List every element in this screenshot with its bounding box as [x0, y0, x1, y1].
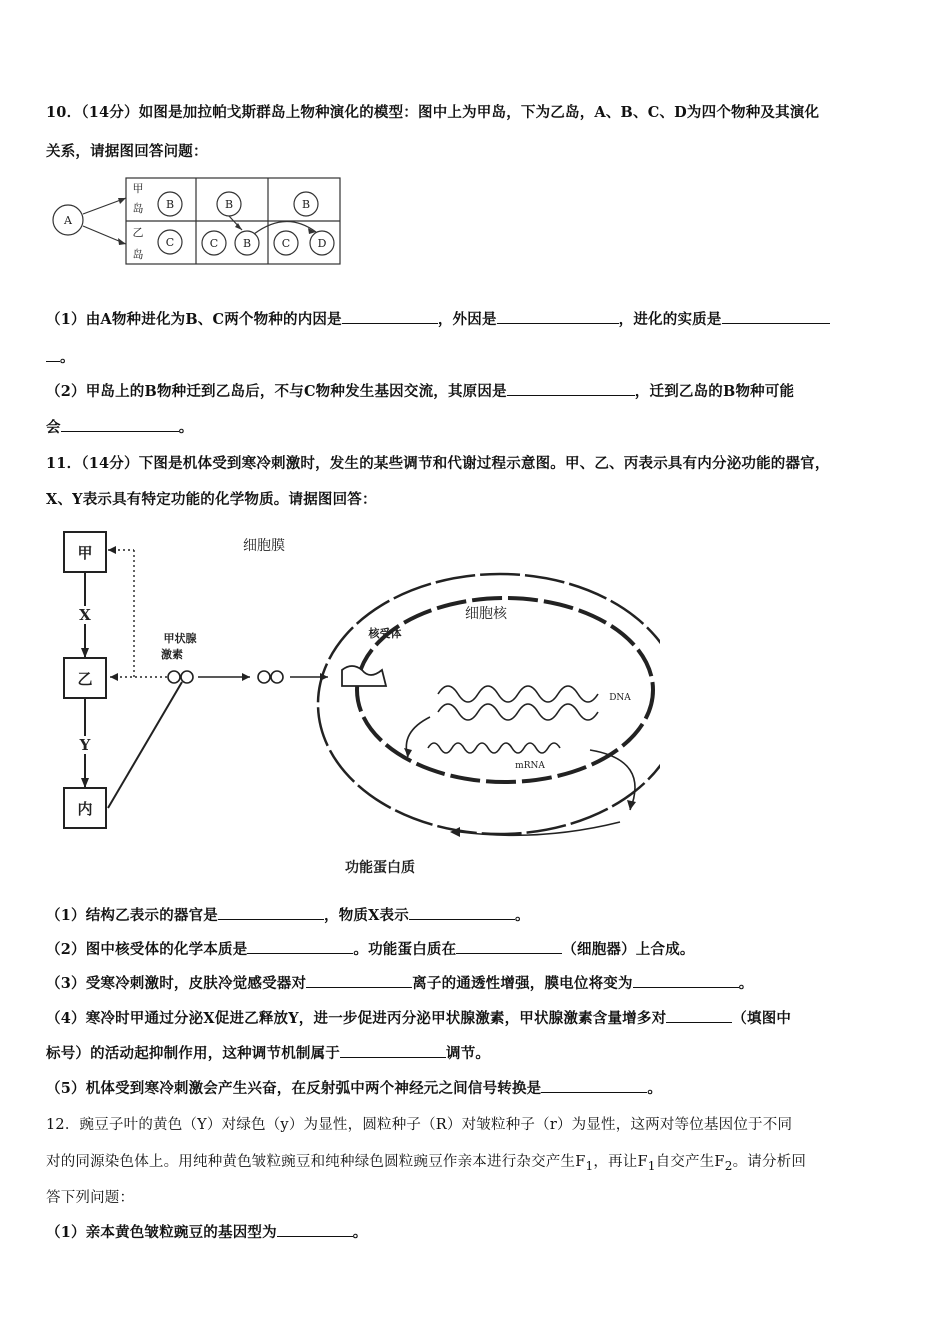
svg-text:甲: 甲: [132, 182, 144, 195]
q11-sub4-cont: 标号）的活动起抑制作用，这种调节机制属于 调节。: [46, 1045, 491, 1062]
q10-sub2: （2）甲岛上的B物种迁到乙岛后，不与C物种发生基因交流，其原因是 ，迁到乙岛的B物种可能: [46, 383, 795, 400]
q11-stem-line1: 11．（14分）下图是机体受到寒冷刺激时，发生的某些调节和代谢过程示意图。甲、乙、丙表示具有内分泌功能的器官，: [46, 455, 830, 472]
svg-text:DNA: DNA: [609, 693, 631, 703]
q12-stem-line3: 答下列问题：: [46, 1190, 135, 1206]
answer-blank[interactable]: [541, 1078, 647, 1093]
svg-text:mRNA: mRNA: [515, 761, 545, 771]
answer-blank[interactable]: [456, 939, 562, 954]
answer-blank[interactable]: [409, 905, 515, 920]
svg-text:岛: 岛: [132, 248, 144, 261]
q11-regulation-diagram: [50, 522, 660, 882]
svg-text:B: B: [301, 198, 311, 211]
svg-text:B: B: [165, 198, 175, 211]
answer-blank[interactable]: [722, 309, 830, 324]
answer-blank[interactable]: [666, 1008, 732, 1023]
species-a: A: [64, 214, 72, 227]
answer-blank[interactable]: [277, 1222, 353, 1237]
answer-blank[interactable]: [497, 309, 619, 324]
svg-text:B: B: [224, 198, 234, 211]
q10-stem-line1: 10．（14分）如图是加拉帕戈斯群岛上物种演化的模型：图中上为甲岛，下为乙岛，A、B、C、D为四个物种及其演化: [46, 104, 820, 121]
answer-blank[interactable]: [340, 1043, 446, 1058]
answer-blank[interactable]: [342, 309, 438, 324]
answer-blank[interactable]: [247, 939, 353, 954]
q11-sub3: （3）受寒冷刺激时，皮肤冷觉感受器对 离子的通透性增强，膜电位将变为 。: [46, 975, 754, 992]
svg-text:细胞膜: 细胞膜: [243, 538, 285, 554]
svg-text:功能蛋白质: 功能蛋白质: [345, 860, 415, 876]
answer-blank[interactable]: [61, 417, 179, 432]
svg-text:甲: 甲: [77, 544, 93, 562]
q10-sub1-cont: 。: [46, 346, 75, 367]
svg-text:X: X: [79, 606, 91, 624]
svg-text:甲状腺: 甲状腺: [163, 632, 197, 645]
q12-stem-line1: 12．豌豆子叶的黄色（Y）对绿色（y）为显性，圆粒种子（R）对皱粒种子（r）为显性，这两对等位基因位于不同: [46, 1117, 793, 1133]
answer-blank[interactable]: [46, 347, 60, 362]
q11-sub2: （2）图中核受体的化学本质是 。功能蛋白质在 （细胞器）上合成。: [46, 941, 695, 958]
q11-stem-line2: X、Y表示具有特定功能的化学物质。请据图回答：: [46, 491, 377, 508]
q11-sub4: （4）寒冷时甲通过分泌X促进乙释放Y，进一步促进丙分泌甲状腺激素，甲状腺激素含量增多对 （填图中: [46, 1010, 792, 1027]
svg-text:B: B: [242, 237, 252, 250]
q10-sub1: （1）由A物种进化为B、C两个物种的内因是 ，外因是 ，进化的实质是: [46, 308, 830, 329]
svg-text:核受体: 核受体: [368, 627, 402, 640]
svg-text:岛: 岛: [132, 202, 144, 215]
q10-stem-line2: 关系，请据图回答问题：: [46, 143, 208, 160]
svg-text:C: C: [209, 237, 219, 250]
q12-sub1: （1）亲本黄色皱粒豌豆的基因型为 。: [46, 1224, 368, 1241]
svg-text:C: C: [281, 237, 291, 250]
answer-blank[interactable]: [306, 973, 412, 988]
svg-text:乙: 乙: [132, 226, 144, 239]
svg-text:激素: 激素: [161, 648, 183, 661]
q10-sub2-cont: 会 。: [46, 419, 194, 436]
answer-blank[interactable]: [633, 973, 739, 988]
svg-text:细胞核: 细胞核: [465, 606, 507, 622]
q11-sub1: （1）结构乙表示的器官是 ，物质X表示 。: [46, 907, 530, 924]
svg-text:C: C: [165, 236, 175, 249]
q10-evolution-diagram: [46, 172, 346, 272]
answer-blank[interactable]: [507, 381, 635, 396]
q11-sub5: （5）机体受到寒冷刺激会产生兴奋，在反射弧中两个神经元之间信号转换是 。: [46, 1080, 663, 1097]
svg-text:D: D: [317, 237, 327, 250]
svg-text:Y: Y: [79, 736, 91, 754]
svg-text:乙: 乙: [77, 670, 93, 688]
svg-text:内: 内: [77, 800, 93, 818]
q12-stem-line2: 对的同源染色体上。用纯种黄色皱粒豌豆和纯种绿色圆粒豌豆作亲本进行杂交产生$F_1$，再让$F_1$自交产生$F_2$。请分析回: [46, 1154, 807, 1173]
answer-blank[interactable]: [218, 905, 324, 920]
